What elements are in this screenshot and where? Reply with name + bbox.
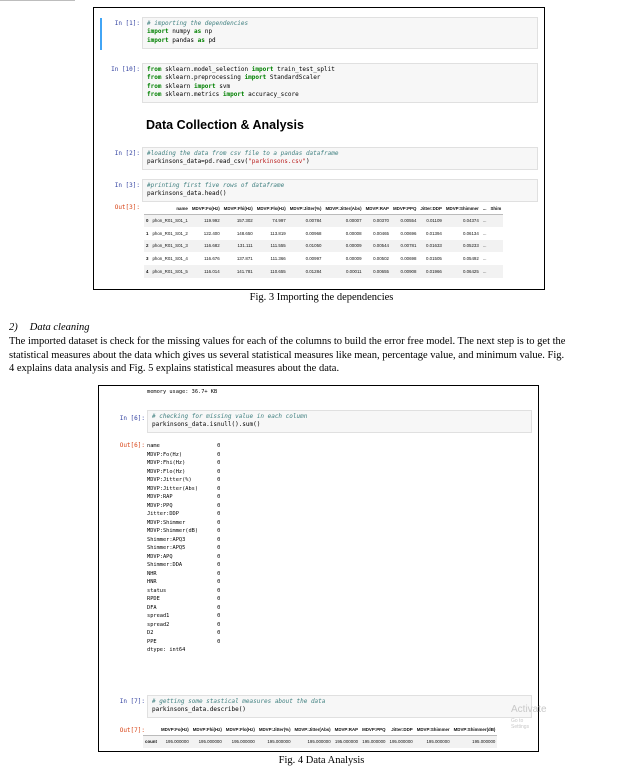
code-token: svm xyxy=(215,82,231,90)
paragraph-line: The imported dataset is check for the missing values for each of the columns to build the error free model. The next step is to get the xyxy=(9,336,566,347)
code-line xyxy=(152,698,527,706)
table-cell: 110.655 xyxy=(255,265,288,278)
table-cell: 74.997 xyxy=(255,214,288,227)
input-prompt: In [3]: xyxy=(114,182,140,189)
table-cell: 0.00781 xyxy=(391,240,418,253)
table-cell: 0.01505 xyxy=(426,256,442,262)
column-header: MDVP:Jitter(%) xyxy=(288,203,324,214)
table-cell: ... xyxy=(481,214,489,227)
column-header: Shim xyxy=(488,203,503,214)
column-header: MDVP:Flo(Hz) xyxy=(255,203,288,214)
table-cell: 0.00007 xyxy=(323,214,363,227)
table-cell: 195.000000 xyxy=(333,735,360,748)
table-cell: 195.000000 xyxy=(159,735,191,748)
table-row xyxy=(144,265,503,278)
table-cell: 0.01109 xyxy=(418,214,443,227)
table-cell: 0.00554 xyxy=(391,214,418,227)
series-row: MDVP:Jitter(%) 0 xyxy=(147,477,221,483)
activate-windows-subtext: Go to Settings xyxy=(511,718,530,730)
column-header: MDVP:Shimmer xyxy=(444,203,481,214)
output-prompt: Out[7]: xyxy=(119,727,145,734)
table-cell: 0.00370 xyxy=(364,214,391,227)
series-row: PPE 0 xyxy=(147,638,221,645)
table-cell: 2 xyxy=(144,240,150,253)
table-cell: 195.000000 xyxy=(415,735,452,748)
series-row: MDVP:Fhi(Hz) 0 xyxy=(147,460,221,466)
column-header: MDVP:PPQ xyxy=(391,203,418,214)
code-input[interactable] xyxy=(142,63,538,103)
figure-4-caption: Fig. 4 Data Analysis xyxy=(278,755,365,766)
table-cell: 122.400 xyxy=(203,230,220,236)
column-header xyxy=(143,724,159,735)
series-row: name 0 xyxy=(147,443,221,449)
output-prompt: Out[3]: xyxy=(114,204,140,211)
code-input[interactable] xyxy=(142,147,538,170)
table-cell: 3 xyxy=(146,256,149,262)
table-cell: 0.00784 xyxy=(288,214,324,227)
series-row: MDVP:Jitter(Abs) 0 xyxy=(147,485,221,492)
column-header: MDVP:Fo(Hz) xyxy=(159,724,191,735)
series-row: Jitter:DDP 0 xyxy=(147,511,221,517)
table-cell: 113.819 xyxy=(270,230,286,236)
table-cell: phon_R01_S01_4 xyxy=(152,256,188,262)
code-line xyxy=(147,83,533,91)
code-token: import xyxy=(251,66,274,73)
code-token: import xyxy=(193,82,216,90)
series-row: MDVP:APQ 0 xyxy=(147,553,221,560)
section-title: Data cleaning xyxy=(29,322,90,333)
table-cell xyxy=(488,214,503,227)
head-dataframe-table xyxy=(144,203,503,278)
describe-dataframe-table xyxy=(143,724,497,748)
table-cell: 116.682 xyxy=(190,240,222,253)
table-cell: 195.000000 xyxy=(293,735,333,748)
table-cell: phon_R01_S01_3 xyxy=(150,240,189,253)
input-prompt: In [2]: xyxy=(114,150,140,157)
table-cell: 116.014 xyxy=(190,265,222,278)
series-row: HNR 0 xyxy=(147,579,221,585)
top-rule xyxy=(0,0,75,1)
code-token: # checking for missing value in each column xyxy=(152,413,308,420)
table-cell xyxy=(488,252,503,265)
code-token: as xyxy=(197,36,205,44)
column-header: MDVP:Jitter(Abs) xyxy=(293,724,333,735)
code-line xyxy=(147,37,533,45)
column-header: Jitter:DDP xyxy=(418,203,443,214)
series-row: MDVP:Shimmer(dB) 0 xyxy=(147,528,221,534)
series-row: D2 0 xyxy=(147,630,221,636)
paragraph-line: 4 explains data analysis and Fig. 5 explains statistical measures about the data. xyxy=(9,363,340,374)
column-header: name xyxy=(150,203,189,214)
column-header: ... xyxy=(481,203,489,214)
column-header: MDVP:Fhi(Hz) xyxy=(191,724,224,735)
code-token: as xyxy=(193,28,202,36)
column-header: MDVP:RAP xyxy=(333,724,360,735)
column-header: MDVP:Flo(Hz) xyxy=(224,724,257,735)
series-row: NHR 0 xyxy=(147,570,221,577)
table-cell: 0.06425 xyxy=(444,265,481,278)
code-token: "parkinsons.csv" xyxy=(248,158,306,166)
table-cell: 4 xyxy=(144,265,150,278)
column-header: MDVP:RAP xyxy=(364,203,391,214)
column-header: MDVP:Fo(Hz) xyxy=(190,203,222,214)
table-cell: ... xyxy=(482,256,487,262)
code-token: #printing first five rows of dataframe xyxy=(147,182,285,189)
code-token: parkinsons_data.head() xyxy=(147,190,227,198)
table-cell: ... xyxy=(481,265,489,278)
series-row: MDVP:Shimmer 0 xyxy=(147,519,221,526)
code-input[interactable] xyxy=(147,695,532,718)
code-token: sklearn xyxy=(161,82,194,90)
code-token: numpy xyxy=(168,28,194,36)
code-token: import xyxy=(244,74,267,82)
table-cell: 0.01394 xyxy=(426,230,442,236)
table-cell: 195.000000 xyxy=(360,735,387,748)
paragraph-line: statistical measures about the data which gives us several statistical measures like mean, percentage value, and minimum value. Fig. xyxy=(9,349,565,361)
table-cell: 0.00465 xyxy=(373,230,389,236)
code-line xyxy=(147,182,533,190)
table-cell: 0.01284 xyxy=(288,265,324,278)
section-paragraph xyxy=(9,335,637,376)
series-row: status 0 xyxy=(147,587,221,594)
code-token: from xyxy=(147,82,162,90)
table-cell: count xyxy=(143,735,159,748)
code-token: parkinsons_data.describe() xyxy=(152,706,246,714)
series-row: spread1 0 xyxy=(147,613,221,619)
code-token: pd xyxy=(204,36,216,44)
code-line xyxy=(147,150,533,158)
memory-usage-line: memory usage: 36.7+ KB xyxy=(147,389,218,395)
code-line xyxy=(147,28,533,36)
code-line xyxy=(147,20,533,28)
table-cell: 1 xyxy=(146,230,149,236)
table-cell xyxy=(488,240,503,253)
table-cell: phon_R01_S01_5 xyxy=(150,265,189,278)
table-cell: 137.871 xyxy=(236,256,253,262)
code-token: from xyxy=(147,90,162,98)
code-line xyxy=(147,91,533,99)
table-cell: ... xyxy=(481,240,489,253)
table-cell: 0.00655 xyxy=(364,265,391,278)
table-cell: 0.05492 xyxy=(462,256,479,262)
series-row: MDVP:RAP 0 xyxy=(147,494,221,500)
table-cell xyxy=(488,265,503,278)
table-cell: 195.000000 xyxy=(224,735,257,748)
activate-windows-watermark: Activate xyxy=(511,704,547,715)
code-line xyxy=(147,190,533,198)
code-token: StandardScaler xyxy=(266,74,321,82)
table-cell: 0.00502 xyxy=(373,256,389,262)
code-token: sklearn.preprocessing xyxy=(161,74,245,82)
column-header: MDVP:PPQ xyxy=(360,724,387,735)
table-row xyxy=(143,735,497,748)
table-row xyxy=(144,240,503,253)
series-row: MDVP:Fo(Hz) 0 xyxy=(147,451,221,458)
table-cell: 0.05233 xyxy=(444,240,481,253)
series-row: MDVP:Flo(Hz) 0 xyxy=(147,468,221,475)
table-cell: phon_R01_S01_2 xyxy=(152,230,188,236)
code-token: import xyxy=(222,90,245,98)
table-cell: 0.00698 xyxy=(400,256,417,262)
table-cell: 141.781 xyxy=(222,265,255,278)
figure-3-caption: Fig. 3 Importing the dependencies xyxy=(249,292,394,303)
input-prompt: In [7]: xyxy=(119,698,145,705)
table-cell: 0.00544 xyxy=(364,240,391,253)
input-prompt: In [10]: xyxy=(111,66,140,73)
code-token: import xyxy=(147,28,169,36)
markdown-heading: Data Collection & Analysis xyxy=(146,118,304,132)
table-cell: 119.992 xyxy=(190,214,222,227)
input-prompt: In [6]: xyxy=(119,415,145,422)
table-cell xyxy=(488,227,503,240)
table-cell: 0.00968 xyxy=(305,230,322,236)
input-prompt: In [1]: xyxy=(114,20,140,27)
code-token: np xyxy=(201,28,213,36)
code-input[interactable] xyxy=(142,17,538,49)
table-cell: 111.555 xyxy=(255,240,288,253)
code-token: sklearn.metrics xyxy=(161,90,223,98)
table-cell: 0.00696 xyxy=(400,230,417,236)
table-cell: 111.366 xyxy=(270,256,286,262)
code-line xyxy=(147,158,533,166)
code-token: train_test_split xyxy=(273,66,335,73)
code-token: sklearn.model_selection xyxy=(161,66,252,73)
code-token: parkinsons_data.isnull().sum() xyxy=(152,421,261,429)
table-cell: 0.00008 xyxy=(345,230,362,236)
series-row: spread2 0 xyxy=(147,621,221,628)
table-row xyxy=(144,227,503,240)
code-token: # getting some stastical measures about the data xyxy=(152,698,326,705)
code-token: # importing the dependencies xyxy=(147,20,249,27)
code-token: ) xyxy=(305,158,310,166)
code-line xyxy=(152,413,527,421)
code-token: from xyxy=(147,66,162,73)
figure-4-notebook-screenshot xyxy=(98,385,547,752)
code-line xyxy=(152,421,527,429)
figure-3-notebook-screenshot xyxy=(93,7,545,290)
code-input[interactable] xyxy=(142,179,538,202)
code-token: accuracy_score xyxy=(244,90,299,98)
null-count-series xyxy=(147,442,220,655)
table-cell: 0.00908 xyxy=(391,265,418,278)
output-prompt: Out[6]: xyxy=(119,442,145,449)
column-header: MDVP:Jitter(Abs) xyxy=(323,203,363,214)
series-dtype: dtype: int64 xyxy=(147,647,186,653)
code-token: import xyxy=(147,36,169,44)
table-header-row xyxy=(144,203,503,214)
table-cell: 195.000000 xyxy=(452,735,498,748)
table-cell: 195.000000 xyxy=(257,735,293,748)
code-line xyxy=(147,74,533,82)
series-row: MDVP:PPQ 0 xyxy=(147,502,221,509)
table-row xyxy=(144,214,503,227)
code-token: #loading the data from csv file to a pandas dataframe xyxy=(147,150,339,157)
table-header-row xyxy=(143,724,497,735)
column-header: MDVP:Shimmer xyxy=(415,724,452,735)
table-cell: ... xyxy=(482,230,487,236)
table-cell: 0.00009 xyxy=(345,256,362,262)
code-line xyxy=(152,706,527,714)
section-number: 2) xyxy=(9,322,18,333)
code-line xyxy=(147,66,533,74)
table-cell: 0.00997 xyxy=(305,256,322,262)
table-cell: phon_R01_S01_1 xyxy=(150,214,189,227)
table-cell: 0.00011 xyxy=(323,265,363,278)
column-header: MDVP:Shimmer(dB) xyxy=(452,724,498,735)
code-input[interactable] xyxy=(147,410,532,433)
series-row: Shimmer:APQ5 0 xyxy=(147,545,221,551)
code-token: from xyxy=(147,74,162,82)
table-cell: 131.111 xyxy=(222,240,255,253)
table-cell: 148.650 xyxy=(236,230,253,236)
series-row: DFA 0 xyxy=(147,604,221,611)
table-cell: 0 xyxy=(144,214,150,227)
table-cell: 116.676 xyxy=(204,256,220,262)
table-cell: 0.01050 xyxy=(288,240,324,253)
code-token: pandas xyxy=(168,36,198,44)
series-row: RPDE 0 xyxy=(147,596,221,602)
table-row xyxy=(144,252,503,265)
code-token: parkinsons_data=pd.read_csv( xyxy=(147,158,249,166)
table-cell: 0.01633 xyxy=(418,240,443,253)
series-row: Shimmer:APQ3 0 xyxy=(147,536,221,543)
section-heading xyxy=(9,322,90,333)
column-header: MDVP:Jitter(%) xyxy=(257,724,293,735)
table-cell: 157.302 xyxy=(222,214,255,227)
column-header: Jitter:DDP xyxy=(388,724,415,735)
table-cell: 0.04374 xyxy=(444,214,481,227)
column-header: MDVP:Fhi(Hz) xyxy=(222,203,255,214)
table-cell: 195.000000 xyxy=(388,735,415,748)
table-cell: 195.000000 xyxy=(191,735,224,748)
table-cell: 0.06134 xyxy=(462,230,479,236)
table-cell: 0.00009 xyxy=(323,240,363,253)
series-row: Shimmer:DDA 0 xyxy=(147,562,221,568)
table-cell: 0.01966 xyxy=(418,265,443,278)
